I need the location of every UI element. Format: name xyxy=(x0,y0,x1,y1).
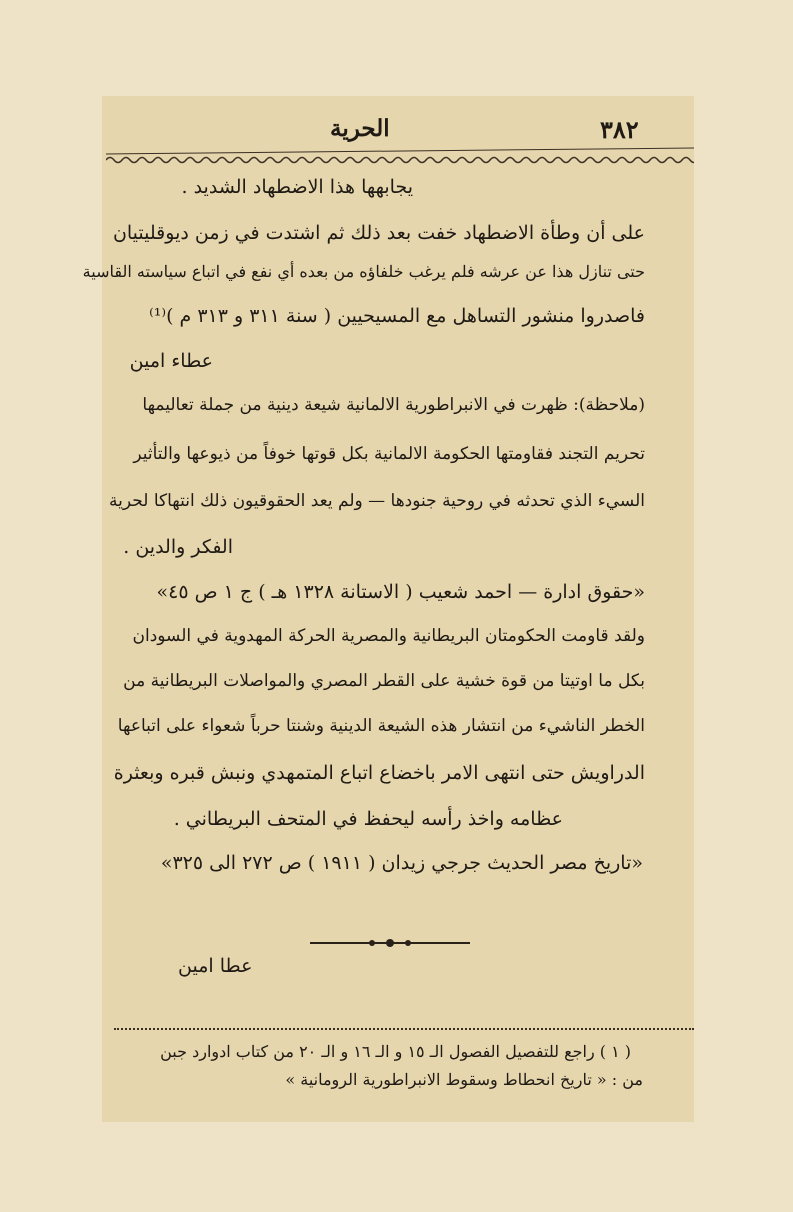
header-wavy-rule xyxy=(106,146,694,170)
footnote-separator xyxy=(114,1028,694,1030)
body-line: الفكر والدين . xyxy=(123,536,233,558)
footnote-line: ( ١ ) راجع للتفصيل الفصول الـ ١٥ و الـ ١٦ و الـ ٢٠ من كتاب ادوارد جبن xyxy=(160,1042,631,1061)
body-line: (ملاحظة): ظهرت في الانبراطورية الالمانية شيعة دينية من جملة تعاليمها xyxy=(142,395,645,415)
citation: «تاريخ مصر الحديث جرجي زيدان ( ١٩١١ ) ص ٢٧٢ الى ٣٢٥» xyxy=(160,852,643,874)
body-line: الخطر الناشيء من انتشار هذه الشيعة الدينية وشنتا حرباً شعواء على اتباعها xyxy=(117,716,645,736)
ornamental-divider xyxy=(300,936,480,950)
body-line: يجابهها هذا الاضطهاد الشديد . xyxy=(181,176,413,198)
body-line: فاصدروا منشور التساهل مع المسيحيين ( سنة ٣١١ و ٣١٣ م )⁽¹⁾ xyxy=(149,305,645,327)
footnote-line: من : « تاريخ انحطاط وسقوط الانبراطورية الرومانية » xyxy=(285,1070,643,1089)
body-line: السيء الذي تحدثه في روحية جنودها — ولم يعد الحقوقيون ذلك انتهاكا لحرية xyxy=(109,491,645,511)
citation: «حقوق ادارة — احمد شعيب ( الاستانة ١٣٢٨ هـ ) ج ١ ص ٤٥» xyxy=(156,581,645,603)
body-line: حتى تنازل هذا عن عرشه فلم يرغب خلفاؤه من بعده أي نفع في اتباع سياسته القاسية xyxy=(82,262,645,281)
body-line: عظامه واخذ رأسه ليحفظ في المتحف البريطاني . xyxy=(173,808,563,830)
signature: عطا امين xyxy=(178,955,253,977)
body-line: ولقد قاومت الحكومتان البريطانية والمصرية الحركة المهدوية في السودان xyxy=(132,626,645,646)
body-line: الدراويش حتى انتهى الامر باخضاع اتباع المتمهدي ونبش قبره وبعثرة xyxy=(113,762,645,784)
body-line: بكل ما اوتيتا من قوة خشية على القطر المصري والمواصلات البريطانية من xyxy=(123,671,645,691)
page-number: ٣٨٢ xyxy=(600,115,639,144)
running-header-title: الحرية xyxy=(330,115,390,142)
body-line: عطاء امين xyxy=(129,350,213,372)
body-line: على أن وطأة الاضطهاد خفت بعد ذلك ثم اشتدت في زمن ديوقليتيان xyxy=(112,222,645,244)
body-line: تحريم التجند فقاومتها الحكومة الالمانية بكل قوتها خوفاً من ذيوعها والتأثير xyxy=(133,444,645,464)
